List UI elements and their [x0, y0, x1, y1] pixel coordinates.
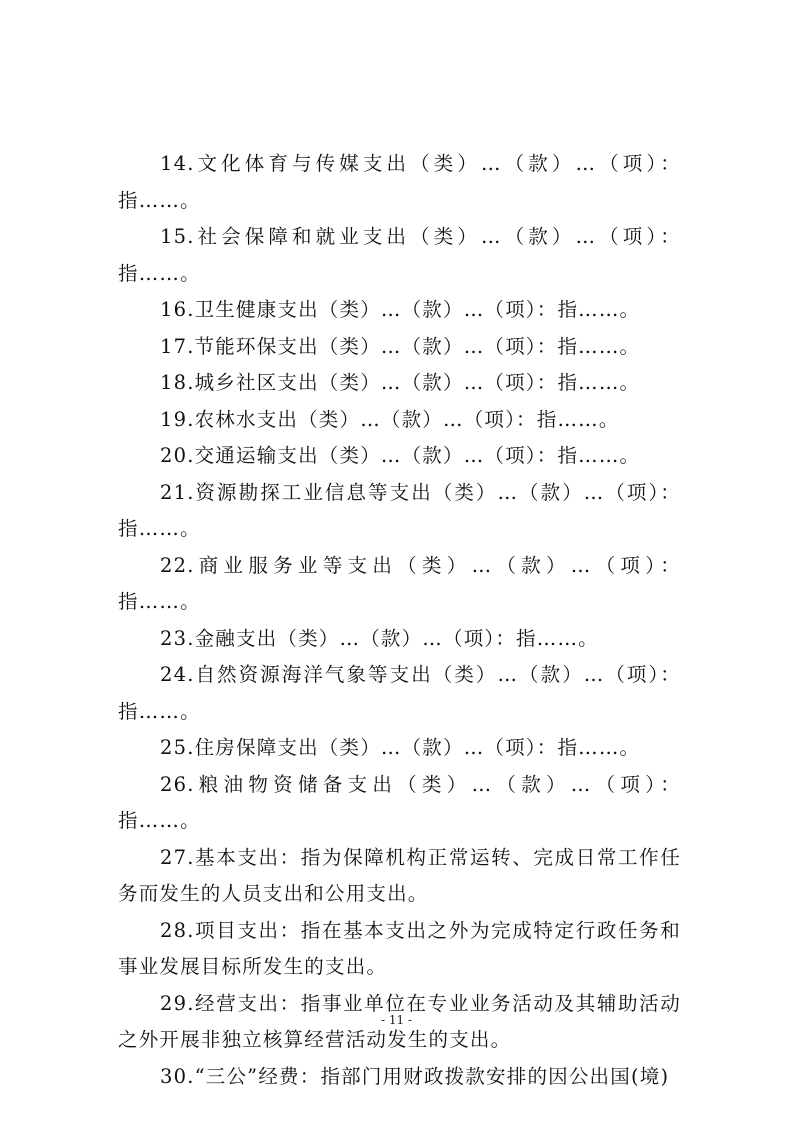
entry-16: 16.卫生健康支出（类）…（款）…（项）：指……。 — [160, 298, 641, 321]
document-body — [118, 146, 681, 1095]
entry-15: 15.社会保障和就业支出（类）…（款）…（项）：指……。 — [118, 225, 681, 285]
entry-26: 26.粮油物资储备支出（类）…（款）…（项）：指……。 — [118, 772, 681, 832]
entry-22: 22.商业服务业等支出（类）…（款）…（项）：指……。 — [118, 553, 681, 613]
entry-14: 14.文化体育与传媒支出（类）…（款）…（项）：指……。 — [118, 152, 681, 212]
entry-18: 18.城乡社区支出（类）…（款）…（项）：指……。 — [160, 371, 641, 394]
entry-24: 24.自然资源海洋气象等支出（类）…（款）…（项）：指……。 — [118, 663, 681, 723]
entry-20: 20.交通运输支出（类）…（款）…（项）：指……。 — [160, 444, 641, 467]
page-number: - 11 - — [380, 1013, 412, 1027]
entry-30: 30.“三公”经费：指部门用财政拨款安排的因公出国(境) — [160, 1064, 670, 1088]
entry-23: 23.金融支出（类）…（款）…（项）：指……。 — [160, 626, 599, 650]
entry-19: 19.农林水支出（类）…（款）…（项）：指……。 — [160, 407, 620, 431]
entry-25: 25.住房保障支出（类）…（款）…（项）：指……。 — [160, 736, 641, 759]
entry-21: 21.资源勘探工业信息等支出（类）…（款）…（项）：指……。 — [118, 480, 681, 540]
entry-27: 27.基本支出：指为保障机构正常运转、完成日常工作任务而发生的人员支出和公用支出。 — [118, 845, 681, 905]
entry-29: 29.经营支出：指事业单位在专业业务活动及其辅助活动之外开展非独立核算经营活动发生的支出。 — [118, 991, 681, 1051]
entry-28: 28.项目支出：指在基本支出之外为完成特定行政任务和事业发展目标所发生的支出。 — [118, 918, 681, 978]
entry-17: 17.节能环保支出（类）…（款）…（项）：指……。 — [160, 334, 641, 358]
